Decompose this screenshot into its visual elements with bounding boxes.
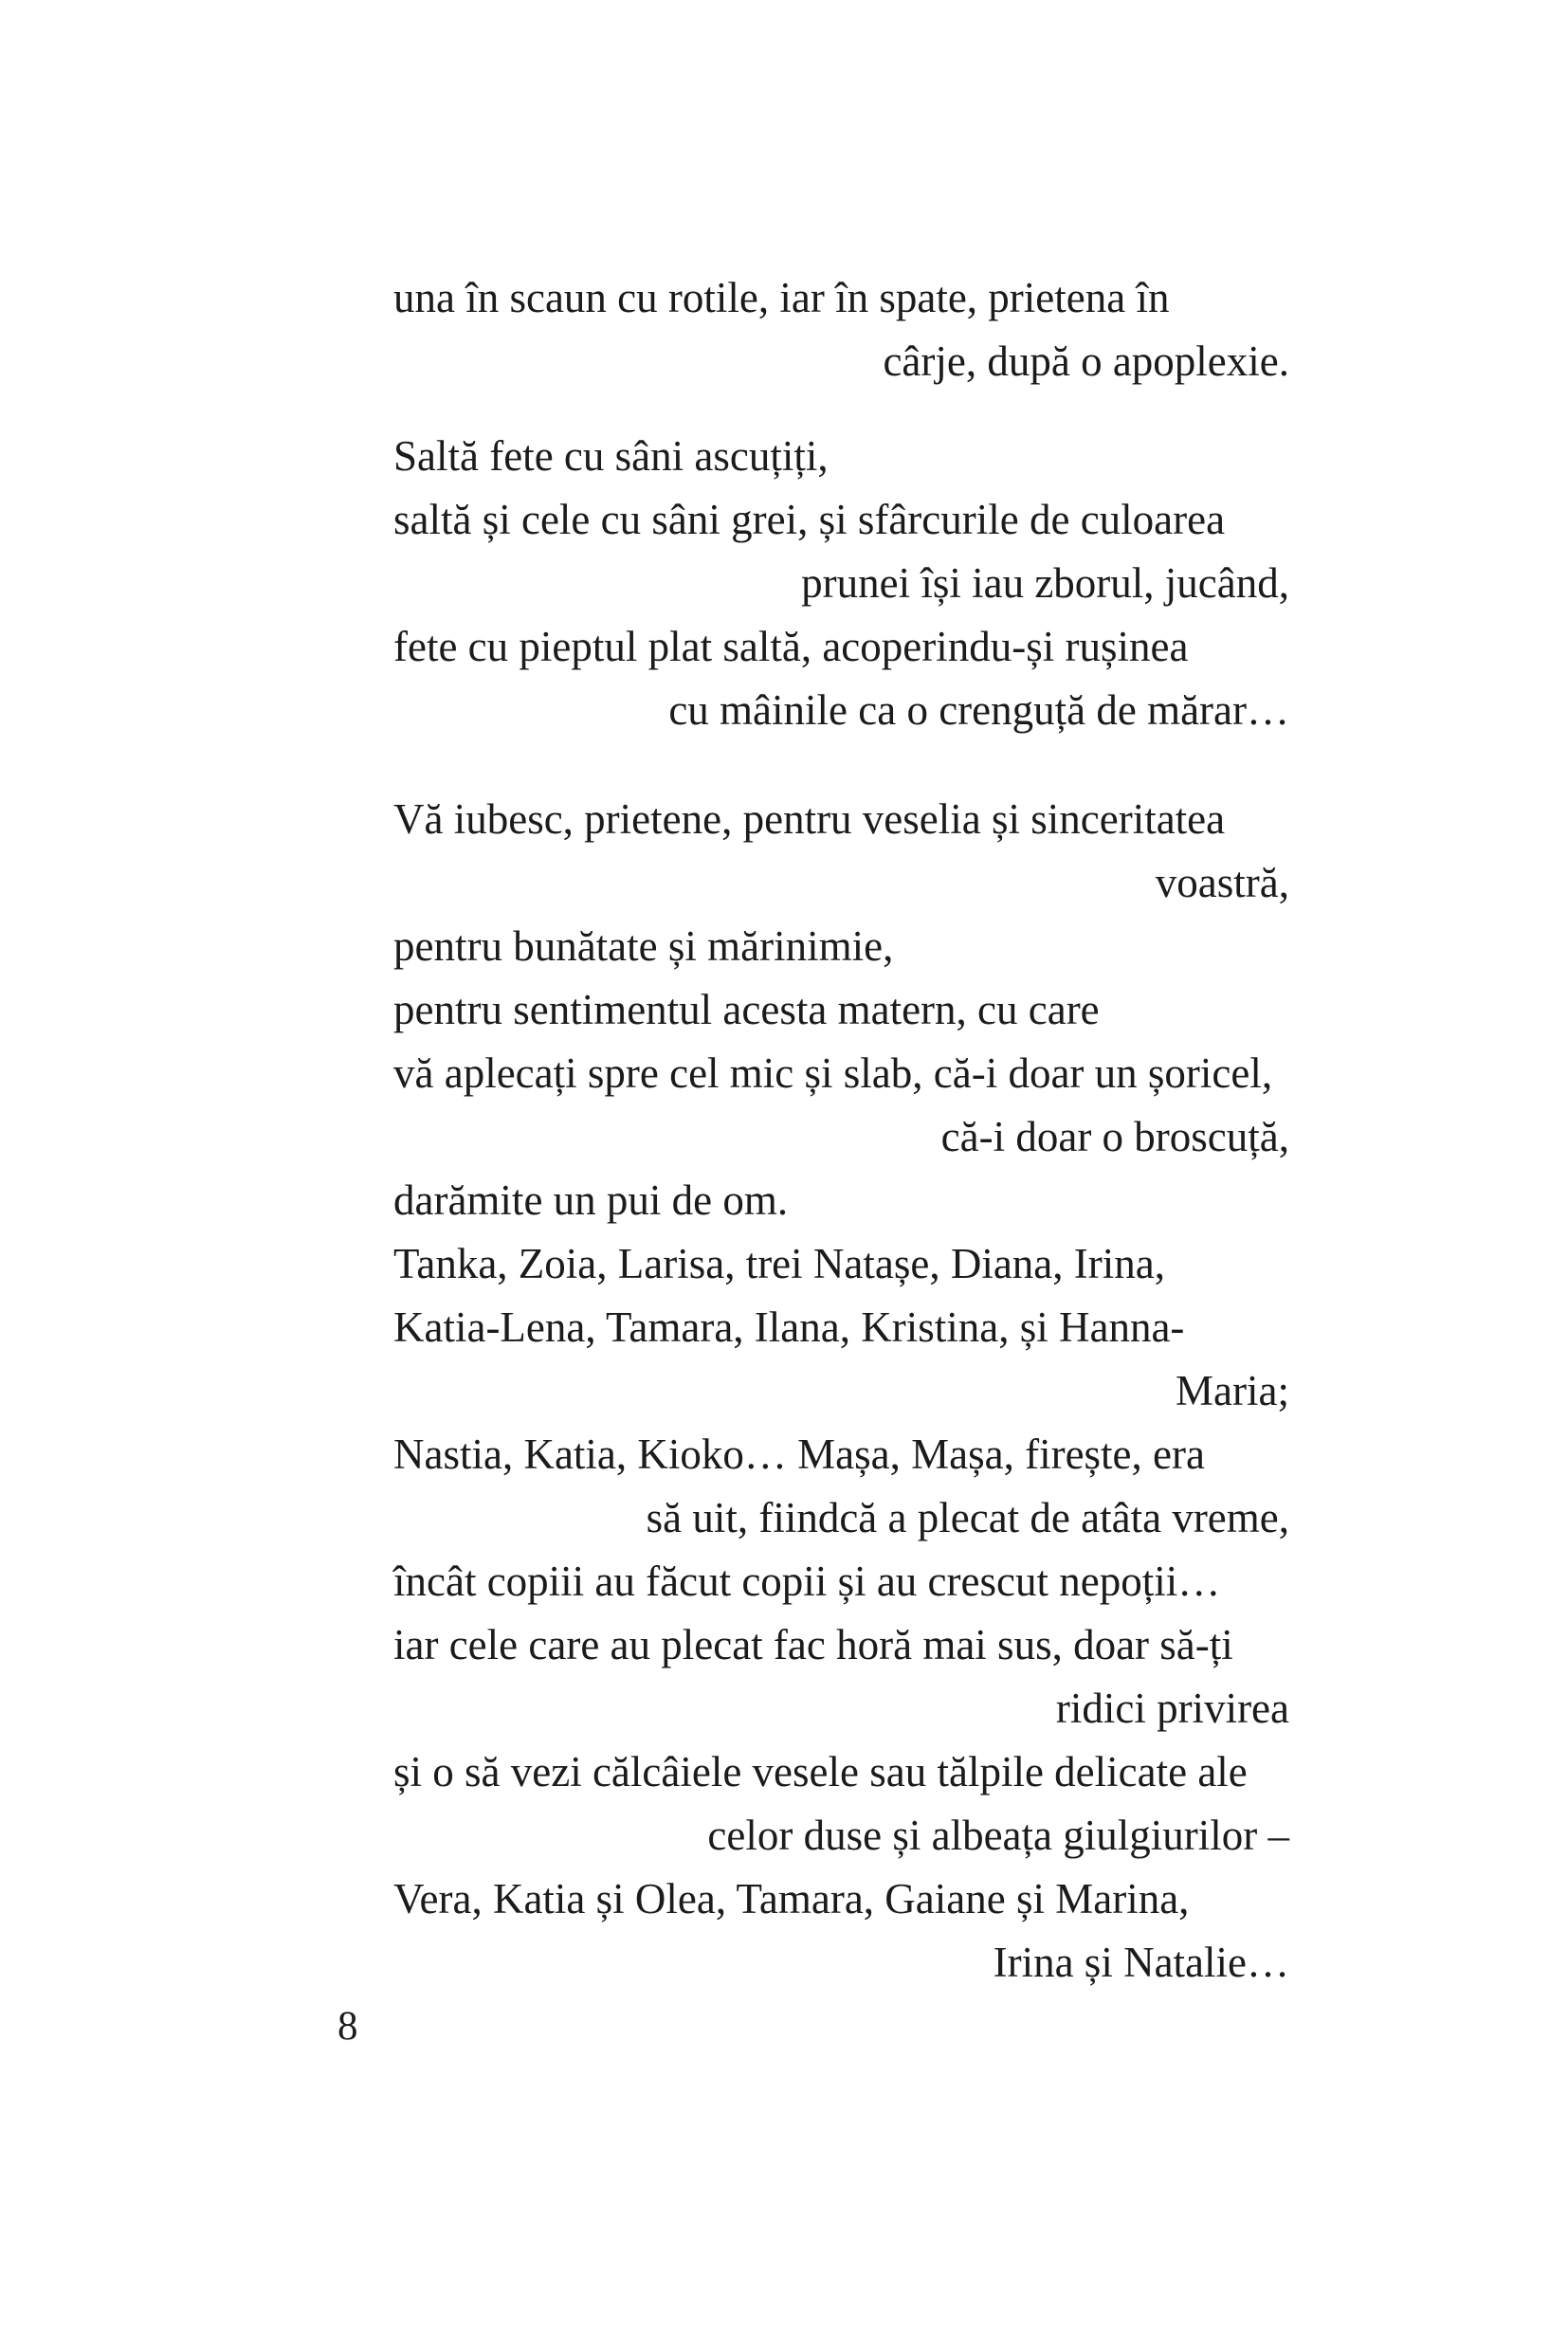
poem-line bbox=[393, 1804, 1289, 1868]
poem-line bbox=[393, 1868, 1289, 1931]
poem-line bbox=[393, 679, 1289, 742]
poem-line bbox=[393, 1423, 1289, 1486]
poem-line bbox=[393, 978, 1289, 1042]
poem-line-text: cârje, după o apoplexie. bbox=[883, 337, 1289, 385]
poem-line-text: vă aplecați spre cel mic și slab, că-i doar un șoricel, bbox=[393, 1049, 1273, 1097]
poem-line bbox=[393, 552, 1289, 615]
poem-line-text: Tanka, Zoia, Larisa, trei Natașe, Diana, Irina, bbox=[393, 1240, 1165, 1287]
poem-line bbox=[393, 615, 1289, 679]
poem-line-text: iar cele care au plecat fac horă mai sus, doar să-ți bbox=[393, 1621, 1233, 1668]
poem-line-text: saltă și cele cu sâni grei, și sfârcurile de culoarea bbox=[393, 496, 1226, 543]
poem-line bbox=[393, 1232, 1289, 1296]
poem-line-text: celor duse și albeața giulgiurilor – bbox=[707, 1812, 1289, 1859]
poem-line bbox=[393, 1931, 1289, 1995]
poem-line bbox=[393, 1486, 1289, 1550]
poem-line bbox=[393, 1613, 1289, 1677]
poem-line-text: Irina și Natalie… bbox=[993, 1939, 1289, 1986]
poem-line-text: încât copiii au făcut copii și au crescut nepoții… bbox=[393, 1558, 1221, 1605]
poem-line-text: pentru sentimentul acesta matern, cu care bbox=[393, 986, 1100, 1033]
poem-line bbox=[393, 330, 1289, 393]
poem-line bbox=[393, 1042, 1289, 1105]
poem-stanza bbox=[393, 788, 1289, 1995]
poem-line-text: Vera, Katia și Olea, Tamara, Gaiane și Marina, bbox=[393, 1875, 1190, 1923]
poem-line-text: cu mâinile ca o crenguță de mărar… bbox=[668, 686, 1289, 734]
poem-line bbox=[393, 1740, 1289, 1804]
poem-text-block bbox=[393, 266, 1289, 1995]
poem-line-text: voastră, bbox=[1155, 859, 1289, 906]
poem-line bbox=[393, 915, 1289, 978]
poem-line-text: Maria; bbox=[1176, 1367, 1289, 1414]
poem-line bbox=[393, 1169, 1289, 1232]
poem-line-text: darămite un pui de om. bbox=[393, 1176, 789, 1224]
poem-line bbox=[393, 1550, 1289, 1613]
poem-line bbox=[393, 1677, 1289, 1740]
poem-line bbox=[393, 851, 1289, 915]
poem-line bbox=[393, 1296, 1289, 1359]
poem-stanza bbox=[393, 425, 1289, 742]
poem-line bbox=[393, 488, 1289, 552]
poem-line-text: și o să vezi călcâiele vesele sau tălpile delicate ale bbox=[393, 1748, 1248, 1795]
poem-line bbox=[393, 1105, 1289, 1169]
poem-line-text: că-i doar o broscuță, bbox=[940, 1113, 1289, 1160]
poem-line-text: una în scaun cu rotile, iar în spate, prietena în bbox=[393, 274, 1170, 321]
poem-line-text: prunei își iau zborul, jucând, bbox=[801, 559, 1289, 607]
poem-line bbox=[393, 425, 1289, 488]
poem-line-text: Vă iubesc, prietene, pentru veselia și sinceritatea bbox=[393, 795, 1226, 843]
poem-stanza bbox=[393, 266, 1289, 393]
poem-line-text: Nastia, Katia, Kioko… Mașa, Mașa, firește, era bbox=[393, 1431, 1205, 1478]
poem-line bbox=[393, 266, 1289, 330]
poem-line-text: ridici privirea bbox=[1055, 1685, 1289, 1732]
poem-line-text: fete cu pieptul plat saltă, acoperindu-și rușinea bbox=[393, 623, 1189, 670]
page-number: 8 bbox=[337, 2004, 358, 2049]
poem-line bbox=[393, 788, 1289, 851]
poem-line-text: pentru bunătate și mărinimie, bbox=[393, 922, 894, 970]
poem-line-text: Saltă fete cu sâni ascuțiți, bbox=[393, 432, 829, 480]
poem-line-text: Katia-Lena, Tamara, Ilana, Kristina, și Hanna- bbox=[393, 1303, 1185, 1351]
poem-line-text: să uit, fiindcă a plecat de atâta vreme, bbox=[646, 1494, 1289, 1541]
poem-line bbox=[393, 1359, 1289, 1423]
